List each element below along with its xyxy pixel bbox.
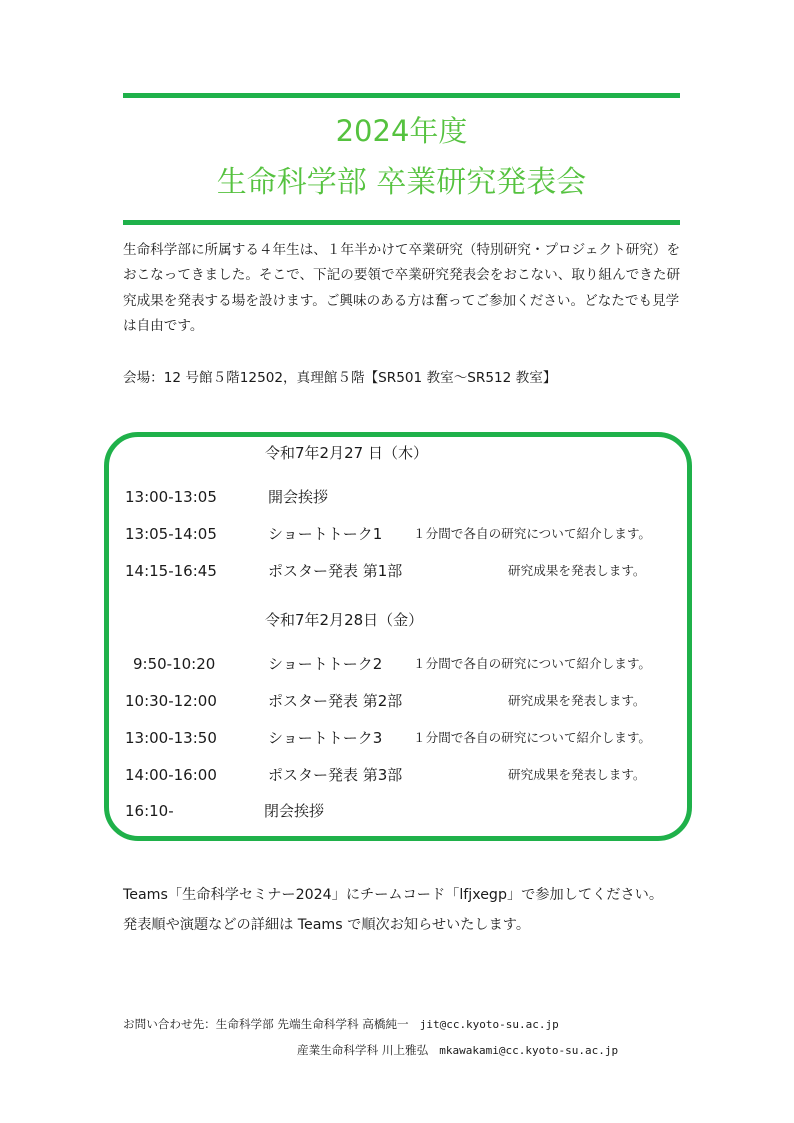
schedule-time: 13:00-13:05 (125, 488, 217, 506)
schedule-time: 13:00-13:50 (125, 729, 217, 747)
schedule-event: ポスター発表 第2部 (268, 692, 403, 710)
schedule-event: ポスター発表 第1部 (268, 562, 403, 580)
schedule-event: ショートトーク2 (268, 655, 383, 673)
schedule-note: 研究成果を発表します。 (508, 767, 646, 782)
schedule-row (0, 690, 794, 712)
schedule-row (0, 486, 794, 508)
schedule-time: 14:15-16:45 (125, 562, 217, 580)
contact-line-2 (297, 1041, 618, 1060)
contact-person-1: 生命科学部 先端生命科学科 高橋純一 (215, 1017, 409, 1031)
schedule-event: ポスター発表 第3部 (268, 766, 403, 784)
teams-join-info: Teams「生命科学セミナー2024」にチームコード「lfjxegp」で参加してください。 (123, 887, 664, 903)
schedule-row (0, 727, 794, 749)
contact-label: お問い合わせ先： (123, 1017, 216, 1031)
venue-info: 会場：12 号館５階12502，真理館５階【SR501 教室～SR512 教室】 (123, 370, 557, 386)
schedule-event: ショートトーク1 (268, 525, 383, 543)
contact-email-2[interactable]: mkawakami@cc.kyoto-su.ac.jp (439, 1044, 619, 1057)
schedule-note: １分間で各自の研究について紹介します。 (413, 656, 652, 671)
schedule-row (0, 560, 794, 582)
event-year: 2024年度 (335, 114, 468, 148)
schedule-note: １分間で各自の研究について紹介します。 (413, 730, 652, 745)
schedule-time: 9:50-10:20 (133, 655, 216, 673)
schedule-time: 13:05-14:05 (125, 525, 217, 543)
teams-detail-info: 発表順や演題などの詳細は Teams で順次お知らせいたします。 (123, 917, 531, 933)
event-title: 生命科学部 卒業研究発表会 (216, 165, 587, 200)
schedule-time: 10:30-12:00 (125, 692, 217, 710)
schedule-event: 閉会挨拶 (264, 802, 325, 820)
schedule-note: 研究成果を発表します。 (508, 693, 646, 708)
bottom-divider (123, 220, 680, 225)
intro-paragraph: 生命科学部に所属する４年生は、１年半かけて卒業研究（特別研究・プロジェクト研究）をおこなってきました。そこで、下記の要領で卒業研究発表会をおこない、取り組んできた研究成果を発表する場を設けます。ご興味のある方は奮ってご参加ください。どなたでも見学は自由です。 (123, 242, 681, 334)
day-1-header: 令和7年2月27 日（木） (265, 444, 428, 462)
schedule-row (0, 523, 794, 545)
day-2-header: 令和7年2月28日（金） (265, 611, 424, 629)
schedule-note: 研究成果を発表します。 (508, 563, 646, 578)
schedule-row (0, 764, 794, 786)
schedule-time: 14:00-16:00 (125, 766, 217, 784)
contact-person-2: 産業生命科学科 川上雅弘 (297, 1043, 429, 1057)
contact-email-1[interactable]: jit@cc.kyoto-su.ac.jp (419, 1018, 559, 1031)
top-divider (123, 93, 680, 98)
schedule-row (0, 800, 794, 822)
schedule-event: 開会挨拶 (268, 488, 329, 506)
schedule-row (0, 653, 794, 675)
contact-line-1 (123, 1015, 559, 1034)
schedule-event: ショートトーク3 (268, 729, 383, 747)
schedule-note: １分間で各自の研究について紹介します。 (413, 526, 652, 541)
schedule-time: 16:10- (125, 802, 174, 820)
